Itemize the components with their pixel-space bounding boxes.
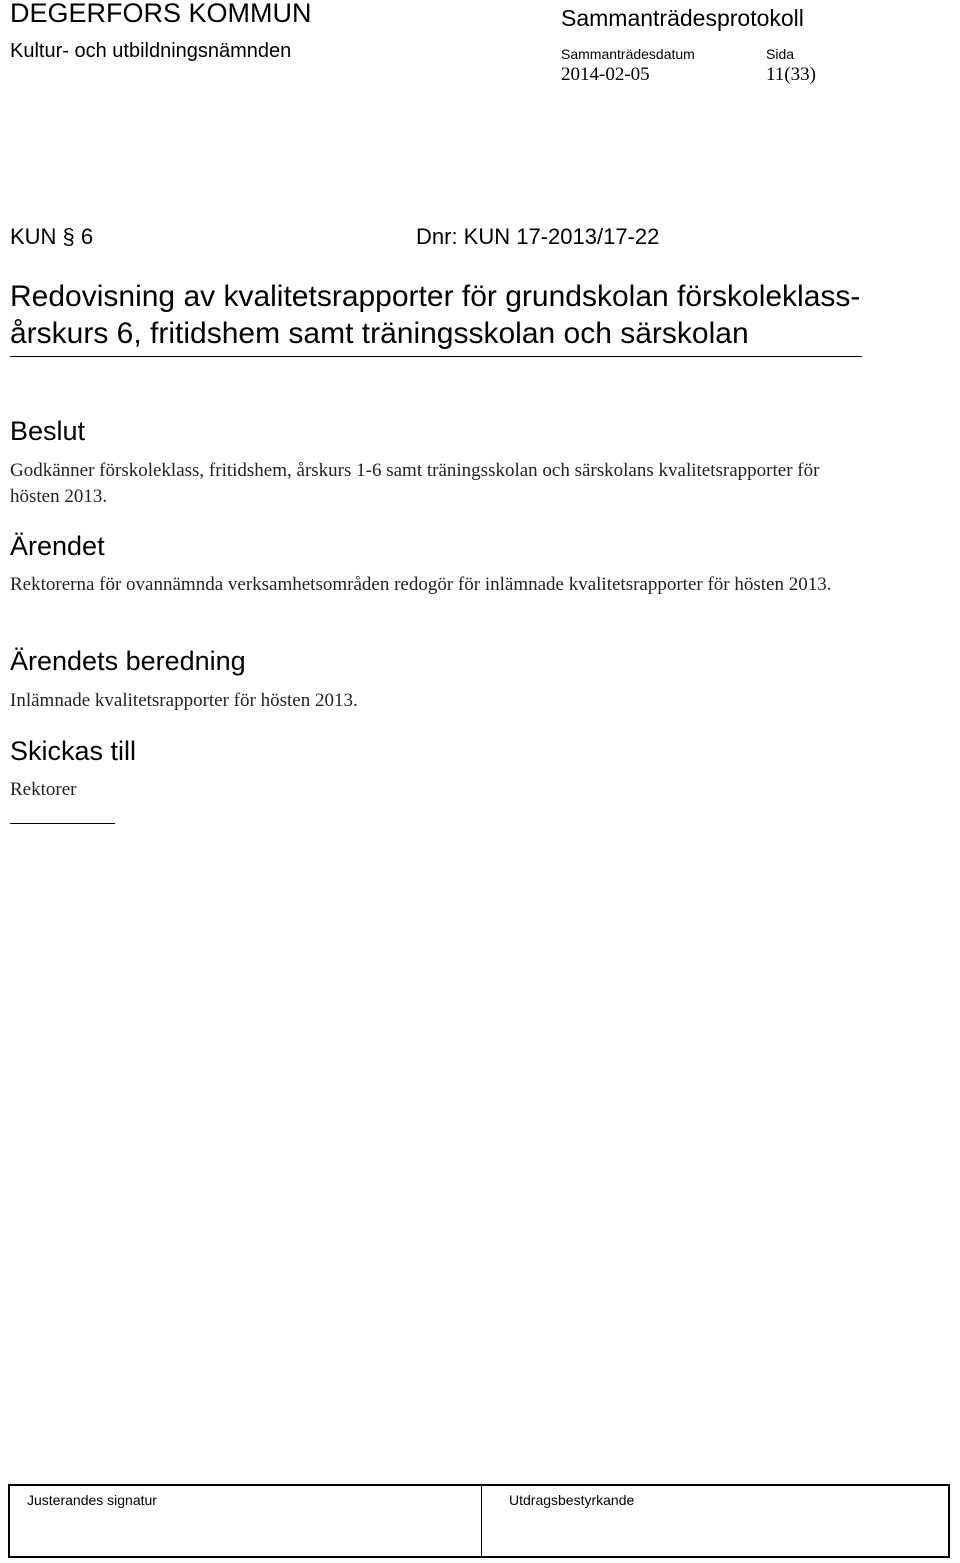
- page-number: 11(33): [766, 64, 816, 85]
- certification-cell: [482, 1486, 948, 1556]
- meeting-date-value: 2014-02-05: [561, 64, 650, 85]
- section-number: KUN § 6: [10, 224, 94, 249]
- meeting-date-label: Sammanträdesdatum: [561, 46, 695, 62]
- decision-text: Godkänner förskoleklass, fritidshem, årskurs 1-6 samt träningsskolan och särskolans kvalitetsrapporter för hösten 2013.: [10, 460, 820, 507]
- case-title: Redovisning av kvalitetsrapporter för grundskolan förskoleklass-årskurs 6, fritidshem samt träningsskolan och särskolan: [10, 278, 862, 357]
- certification-label: Utdragsbestyrkande: [509, 1492, 635, 1508]
- preparation-heading: Ärendets beredning: [10, 646, 246, 676]
- signature-table: [8, 1484, 950, 1558]
- signature-cell: [10, 1486, 482, 1556]
- matter-text: Rektorerna för ovannämnda verksamhetsområden redogör för inlämnade kvalitetsrapporter för hösten 2013.: [10, 574, 832, 595]
- end-rule: [10, 823, 115, 824]
- page-label: Sida: [766, 46, 795, 62]
- signature-label: Justerandes signatur: [27, 1492, 157, 1508]
- preparation-text: Inlämnade kvalitetsrapporter för hösten 2013.: [10, 690, 358, 711]
- organization-name: DEGERFORS KOMMUN: [10, 0, 312, 28]
- send-to-heading: Skickas till: [10, 736, 137, 766]
- case-reference-number: Dnr: KUN 17-2013/17-22: [416, 224, 660, 249]
- document-type: Sammanträdesprotokoll: [561, 5, 804, 31]
- matter-heading: Ärendet: [10, 531, 105, 561]
- decision-heading: Beslut: [10, 416, 86, 446]
- send-to-text: Rektorer: [10, 779, 77, 800]
- committee-name: Kultur- och utbildningsnämnden: [10, 40, 292, 62]
